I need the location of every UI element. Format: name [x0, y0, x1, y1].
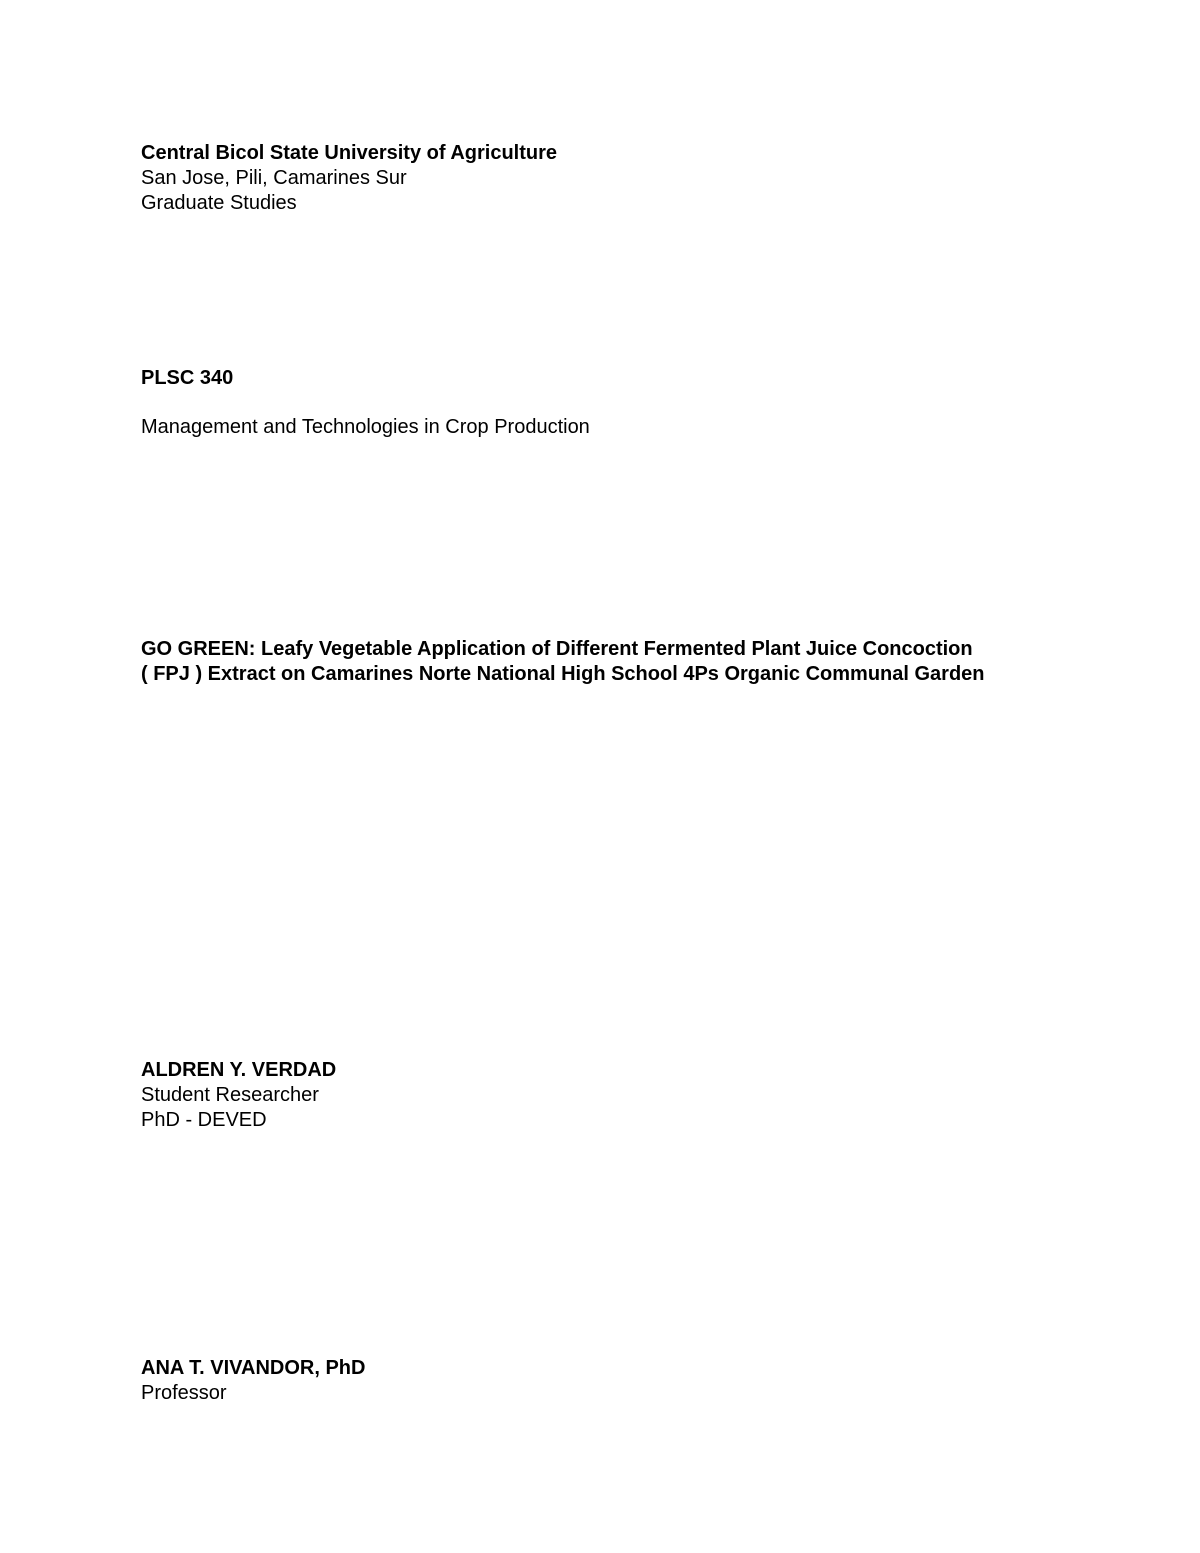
paper-title-block [141, 637, 1101, 687]
researcher-program: PhD - DEVED [141, 1109, 267, 1131]
professor-name: ANA T. VIVANDOR, PhD [141, 1357, 366, 1379]
course-title-block [141, 415, 1101, 440]
course-code: PLSC 340 [141, 367, 234, 389]
institution-block [141, 141, 1101, 216]
professor-block [141, 1356, 1101, 1406]
course-code-block [141, 366, 1101, 391]
researcher-role: Student Researcher [141, 1084, 319, 1106]
course-title: Management and Technologies in Crop Production [141, 416, 590, 438]
researcher-block [141, 1058, 1101, 1133]
institution-name: Central Bicol State University of Agriculture [141, 142, 558, 164]
paper-title-line-1: GO GREEN: Leafy Vegetable Application of Different Fermented Plant Juice Concoction [141, 638, 973, 660]
institution-address: San Jose, Pili, Camarines Sur [141, 167, 407, 189]
paper-title-line-2: ( FPJ ) Extract on Camarines Norte National High School 4Ps Organic Communal Garden [141, 663, 985, 685]
professor-role: Professor [141, 1382, 227, 1404]
researcher-name: ALDREN Y. VERDAD [141, 1059, 337, 1081]
institution-department: Graduate Studies [141, 192, 297, 214]
